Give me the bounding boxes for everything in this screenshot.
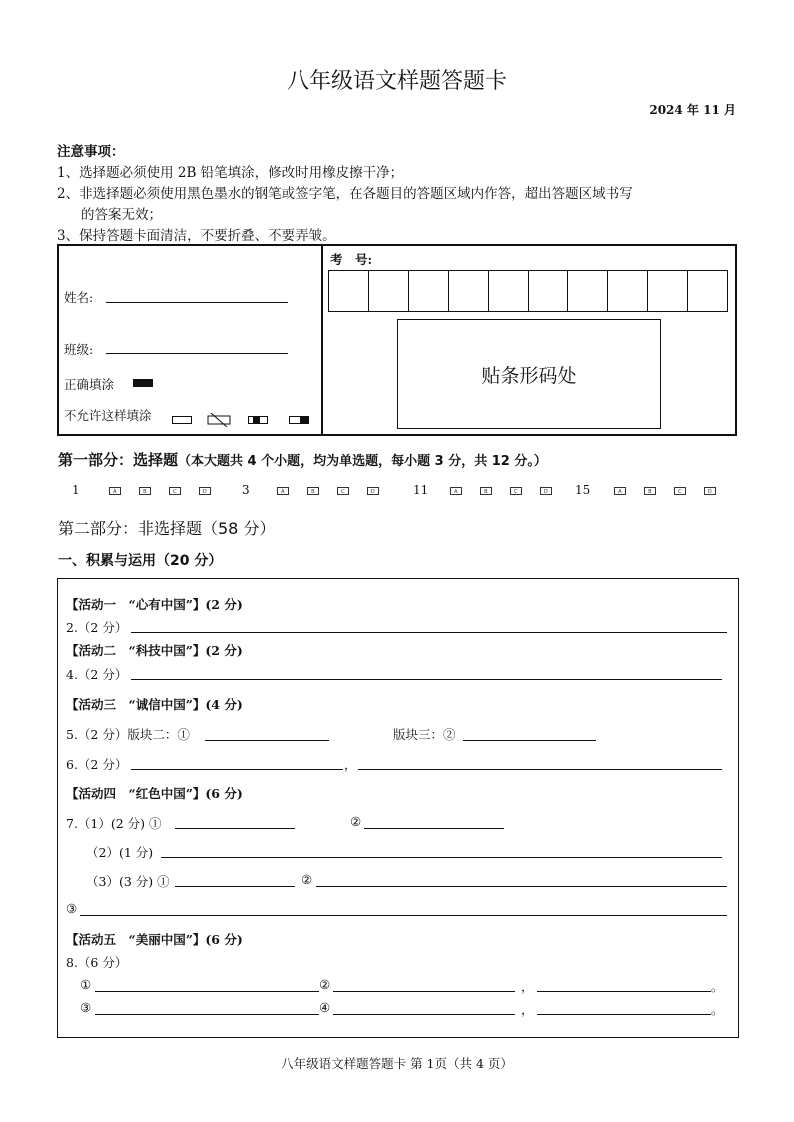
name-label: 姓名: [64,290,94,305]
period: 。 [711,1002,724,1017]
option-a[interactable]: A [614,487,626,495]
activity-2: 【活动二 “科技中国”】(2 分) [66,643,243,658]
digit-cell[interactable] [688,271,727,311]
q7-3-label-b: ② [301,872,313,887]
half-box-example [289,416,309,424]
option-d[interactable]: D [540,487,552,495]
class-label: 班级: [64,342,94,357]
question-number: 1 [72,483,80,497]
wrong-fill-examples [172,409,309,428]
digit-cell[interactable] [608,271,648,311]
page-title: 八年级语文样题答题卡 [286,69,507,94]
digit-cell[interactable] [449,271,489,311]
option-d[interactable]: D [704,487,716,495]
digit-cell[interactable] [568,271,608,311]
q8-answer-line-3[interactable] [537,991,711,992]
q8-answer-line-2[interactable] [333,991,515,992]
option-a[interactable]: A [450,487,462,495]
q5-label: 5.（2 分）版块二：① [66,727,190,742]
option-c[interactable]: C [674,487,686,495]
digit-cell[interactable] [529,271,569,311]
q6-answer-line-2[interactable] [358,769,722,770]
q4-label: 4.（2 分） [66,667,128,682]
q8-answer-line-6[interactable] [537,1014,711,1015]
q2-answer-line[interactable] [131,632,727,633]
comma: ， [344,757,357,772]
q7-2-label: （2）(1 分) [86,845,154,860]
option-b[interactable]: B [307,487,319,495]
choice-question-11 [413,483,570,497]
period: 。 [711,979,724,994]
date: 2024 年 11 月 [649,103,736,117]
comma: ， [521,1002,534,1017]
q4-answer-line[interactable] [131,679,722,680]
digit-cell[interactable] [648,271,688,311]
slash-box-example [207,413,233,427]
q8-answer-line-1[interactable] [95,991,319,992]
option-c[interactable]: C [337,487,349,495]
option-b[interactable]: B [644,487,656,495]
correct-fill-example [133,379,153,387]
choice-question-15 [575,483,734,497]
note-item: 3、保持答题卡面清洁，不要折叠、不要弄皱。 [57,228,336,244]
q5-answer-line-2[interactable] [463,740,596,741]
choice-question-1 [72,483,229,497]
digit-cell[interactable] [409,271,449,311]
option-c[interactable]: C [169,487,181,495]
q7-3-answer-line-1[interactable] [175,886,295,887]
part1-detail: （本大题共 4 个小题，均为单选题，每小题 3 分，共 12 分。） [178,454,547,469]
q2-label: 2.（2 分） [66,620,128,635]
part2-subheading: 一、积累与运用（20 分） [58,553,223,569]
option-a[interactable]: A [109,487,121,495]
q8-mark-1: ① [80,977,92,992]
option-a[interactable]: A [277,487,289,495]
option-c[interactable]: C [510,487,522,495]
q5-label-b: 版块三：② [393,727,456,742]
part1-title: 第一部分：选择题 [58,451,179,469]
empty-box-example [172,416,192,424]
divider [321,244,323,436]
page-footer: 八年级语文样题答题卡 第 1页（共 4 页） [281,1056,513,1071]
q8-answer-line-5[interactable] [333,1014,515,1015]
choice-question-3 [242,483,397,497]
digit-cell[interactable] [369,271,409,311]
note-item: 1、选择题必须使用 2B 铅笔填涂，修改时用橡皮擦干净； [57,165,404,181]
q7-2-answer-line[interactable] [161,857,722,858]
correct-fill-label: 正确填涂 [64,377,115,392]
q8-mark-2: ② [319,977,331,992]
question-number: 3 [242,483,250,497]
q7-label: 7.（1）(2 分) ① [66,816,162,831]
part2-heading: 第二部分：非选择题（58 分） [58,519,276,538]
activity-4: 【活动四 “红色中国”】(6 分) [66,786,243,801]
comma: ， [521,979,534,994]
note-item: 2、非选择题必须使用黑色墨水的钢笔或签字笔，在各题目的答题区域内作答，超出答题区域书写 [57,186,633,202]
activity-1: 【活动一 “心有中国”】(2 分) [66,597,243,612]
exam-number-grid[interactable] [328,270,728,312]
q5-answer-line-1[interactable] [205,740,329,741]
part1-heading [58,449,547,470]
q7-3-answer-line-3[interactable] [80,915,727,916]
option-b[interactable]: B [480,487,492,495]
option-d[interactable]: D [367,487,379,495]
q8-mark-4: ④ [319,1000,331,1015]
notes-heading: 注意事项： [57,144,125,160]
q8-answer-line-4[interactable] [95,1014,319,1015]
q7-1-answer-line-2[interactable] [364,828,504,829]
option-d[interactable]: D [199,487,211,495]
q7-3-answer-line-2[interactable] [316,886,727,887]
notes [57,142,747,247]
class-field[interactable] [106,353,288,354]
activity-3: 【活动三 “诚信中国”】(4 分) [66,697,243,712]
q7-1-answer-line-1[interactable] [175,828,295,829]
q7-3-label: （3）(3 分) ① [86,874,170,889]
activity-5: 【活动五 “美丽中国”】(6 分) [66,932,243,947]
digit-cell[interactable] [329,271,369,311]
name-field[interactable] [106,302,288,303]
partial-box-example [248,416,268,424]
note-item: 的答案无效； [81,207,162,223]
question-number: 11 [413,483,429,497]
exam-number-label: 考 号: [330,252,373,267]
wrong-fill-label: 不允许这样填涂 [64,408,152,423]
q8-mark-3: ③ [80,1000,92,1015]
q7-3-label-c: ③ [66,901,78,916]
q7-label-b: ② [350,814,362,829]
q8-label: 8.（6 分） [66,955,128,970]
q6-answer-line-1[interactable] [131,769,343,770]
option-b[interactable]: B [139,487,151,495]
digit-cell[interactable] [489,271,529,311]
q6-label: 6.（2 分） [66,757,128,772]
barcode-area: 贴条形码处 [397,319,661,429]
question-number: 15 [575,483,591,497]
